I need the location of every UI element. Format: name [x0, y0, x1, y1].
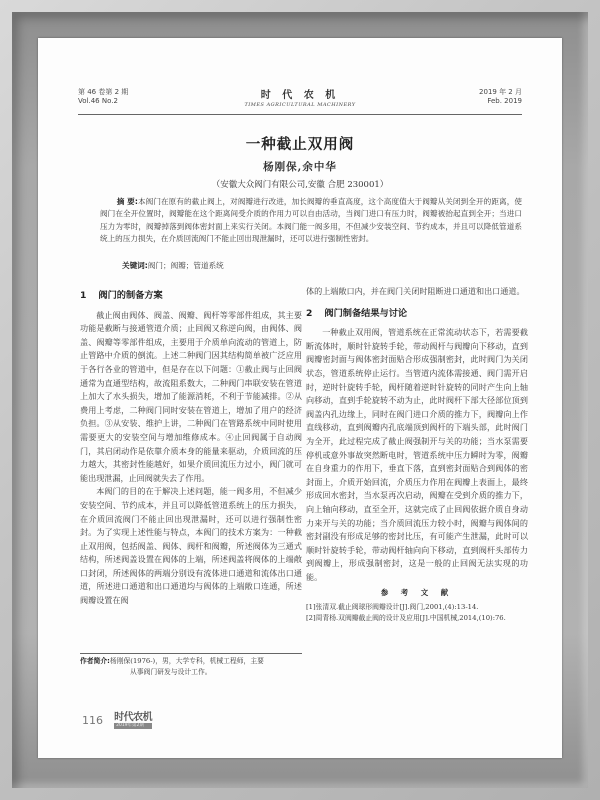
left-column: [80, 285, 302, 608]
abstract: [100, 196, 522, 246]
logo-issue: 2019年第2期: [114, 723, 152, 729]
header-journal: [78, 86, 522, 108]
paragraph: 截止阀由阀体、阀盖、阀瓣、阀杆等零部件组成，其主要功能是截断与接通管道介质；止回阀又称逆向阀，由阀体、阀盖、阀瓣等零部件组成，主要用于介质单向流动的管道上，防止管路中介质的倒流。上述二种阀门因其结构简单被广泛应用于各行各业的管道中，但是存在以下问题：①截止阀与止回阀通常为直通型结构，故流阻系数大，二种阀门串联安装在管道上加大了水头损失，增加了能源消耗，不利于节能减排。②从费用上考虑，二种阀门同时安装在管道上，增加了用户的经济负担。③从安装、维护上讲，二种阀门在管路系统中同时使用需要更大的安装空间与增加维修成本。④止回阀属于自动阀门，其启闭动作是依靠介质本身的能量来驱动，介质回流的压力越大，其密封性能越好，如果介质回流压力过小，阀门就可能出现泄漏，止回阀就失去了作用。: [80, 309, 302, 483]
section-title: 阀门的制备方案: [98, 290, 163, 301]
date-cn: 2019 年 2 月: [479, 88, 522, 96]
keywords-label: 关键词:: [122, 261, 148, 270]
keywords: [122, 260, 224, 271]
journal-logo: [114, 713, 152, 729]
author-bio-footnote: [80, 653, 302, 677]
section-title: 阀门制备结果与讨论: [324, 307, 408, 319]
keywords-text: 阀门；阀瓣；管道系统: [147, 261, 224, 270]
page-number: 116: [82, 714, 103, 727]
volume-en: Vol.46 No.2: [78, 97, 118, 105]
references-heading: 参 考 文 献: [380, 588, 454, 598]
header-date: [479, 88, 522, 106]
section-1-heading: [80, 289, 302, 303]
volume-cn: 第 46 卷第 2 期: [78, 88, 129, 96]
reference-item: [1]张清双.截止阀球形阀瓣设计[J].阀门,2001,(4):13-14.: [306, 603, 479, 612]
logo-text: 时代农机: [114, 711, 153, 723]
reference-item: [2]周青杨.双阀瓣截止阀的设计及应用[J].中国机械,2014,(10):76.: [306, 614, 506, 623]
section-number: 2: [306, 307, 313, 319]
date-en: Feb. 2019: [487, 97, 522, 105]
author-bio-label: 作者简介:: [80, 657, 110, 665]
author-bio-line1: 杨刚保(1976-)，男，大学专科，机械工程师，主要: [109, 657, 264, 665]
journal-name-en: TIMES AGRICULTURAL MACHINERY: [244, 102, 356, 108]
section-2-heading: [306, 307, 528, 321]
article-authors: 杨刚保,余中华: [263, 161, 337, 173]
author-bio-line2: 从事阀门研发与设计工作。: [130, 667, 212, 676]
section-number: 1: [80, 290, 87, 301]
paragraph-continued: 体的上端敞口内，并在阀门关闭时阻断进口通道和出口通道。: [306, 286, 525, 296]
page-footer: [82, 710, 152, 729]
abstract-label: 摘 要:: [116, 197, 138, 206]
journal-page: [38, 38, 562, 758]
paragraph: 本阀门的目的在于解决上述问题，能一阀多用，不但减少安装空间、节约成本，并且可以降低管道系统上的压力损失，在介质回流阀门不能止回出现泄漏时，还可以进行强制性密封。为了实现上述性能与特点，本阀门的技术方案为：一种截止双用阀，包括阀盖、阀体、阀杆和阀瓣，所述阀体为三通式结构，所述阀盖设置在阀体的上端，所述阀盖将阀体的上端敞口封闭，所述阀体的两端分别设有流体进口通道和流体出口通道，所述进口通道和出口通道均与阀体的上端敞口连通，所述阀瓣设置在阀: [80, 486, 302, 606]
right-column: [306, 285, 528, 624]
running-header: [78, 84, 522, 115]
abstract-text: 本阀门在原有的截止阀上，对阀瓣进行改进，加长阀瓣的垂直高度，这个高度值大于阀瓣从关闭到全开的距离，使阀门在全开位置时，阀瓣能在这个距离间受介质的作用力可以自由活动，当阀门进口有压力时，阀瓣被抬起直到全开；当进口压力为零时，阀瓣掉落到阀体密封面上来实行关闭。本阀门能一阀多用，不但减少安装空间、节约成本，并且可以降低管道系统上的压力损失，在介质回流阀门不能止回出现泄漏时，还可以进行强制性密封。: [100, 197, 522, 244]
article-affiliation: （安徽大众阀门有限公司,安徽 合肥 230001）: [211, 180, 389, 190]
journal-name-cn: 时 代 农 机: [260, 90, 340, 101]
article-title: 一种截止双用阀: [245, 136, 355, 153]
paragraph: 一种截止双用阀，管道系统在正常流动状态下，若需要截断流体时，顺时针旋转手轮，带动阀杆与阀瓣向下移动，直到阀瓣密封面与阀体密封面贴合形成强制密封，此时阀门为关闭状态，管道系统停止运行。当管道内流体需接通、阀门需开启时，逆时针旋转手轮，阀杆随着逆时针旋转的同时产生向上轴向移动，直到手轮旋转不动为止，此时阀杆下部大径部位顶到阀盖内孔边缘上，同时在阀门进口介质的推力下，阀瓣向上作直线移动，直到阀瓣内孔底端顶到阀杆的下端头部，此时阀门为全开，此过程完成了截止阀强制开与关的功能；当水泵需要停机或意外事故突然断电时，管道系统中压力瞬时为零，阀瓣在自身重力的作用下，垂直下落，直到密封面贴合到阀体的密封面上，介质开始回流，介质压力作用在阀瓣上表面上，最终形成回水密封，当水泵再次启动，阀瓣在受到介质的推力下，向上轴向移动，直至全开，这就完成了止回阀依据介质自身动力来开与关的功能；当介质回流压力较小时，阀瓣与阀体间的密封副没有形成足够的密封比压，有可能产生泄漏，此时可以顺时针旋转手轮，带动阀杆轴向向下移动，直到阀杆头部传力到阀瓣上，形成强制密封，这是一般的止回阀无法实现的功能。: [306, 327, 528, 582]
